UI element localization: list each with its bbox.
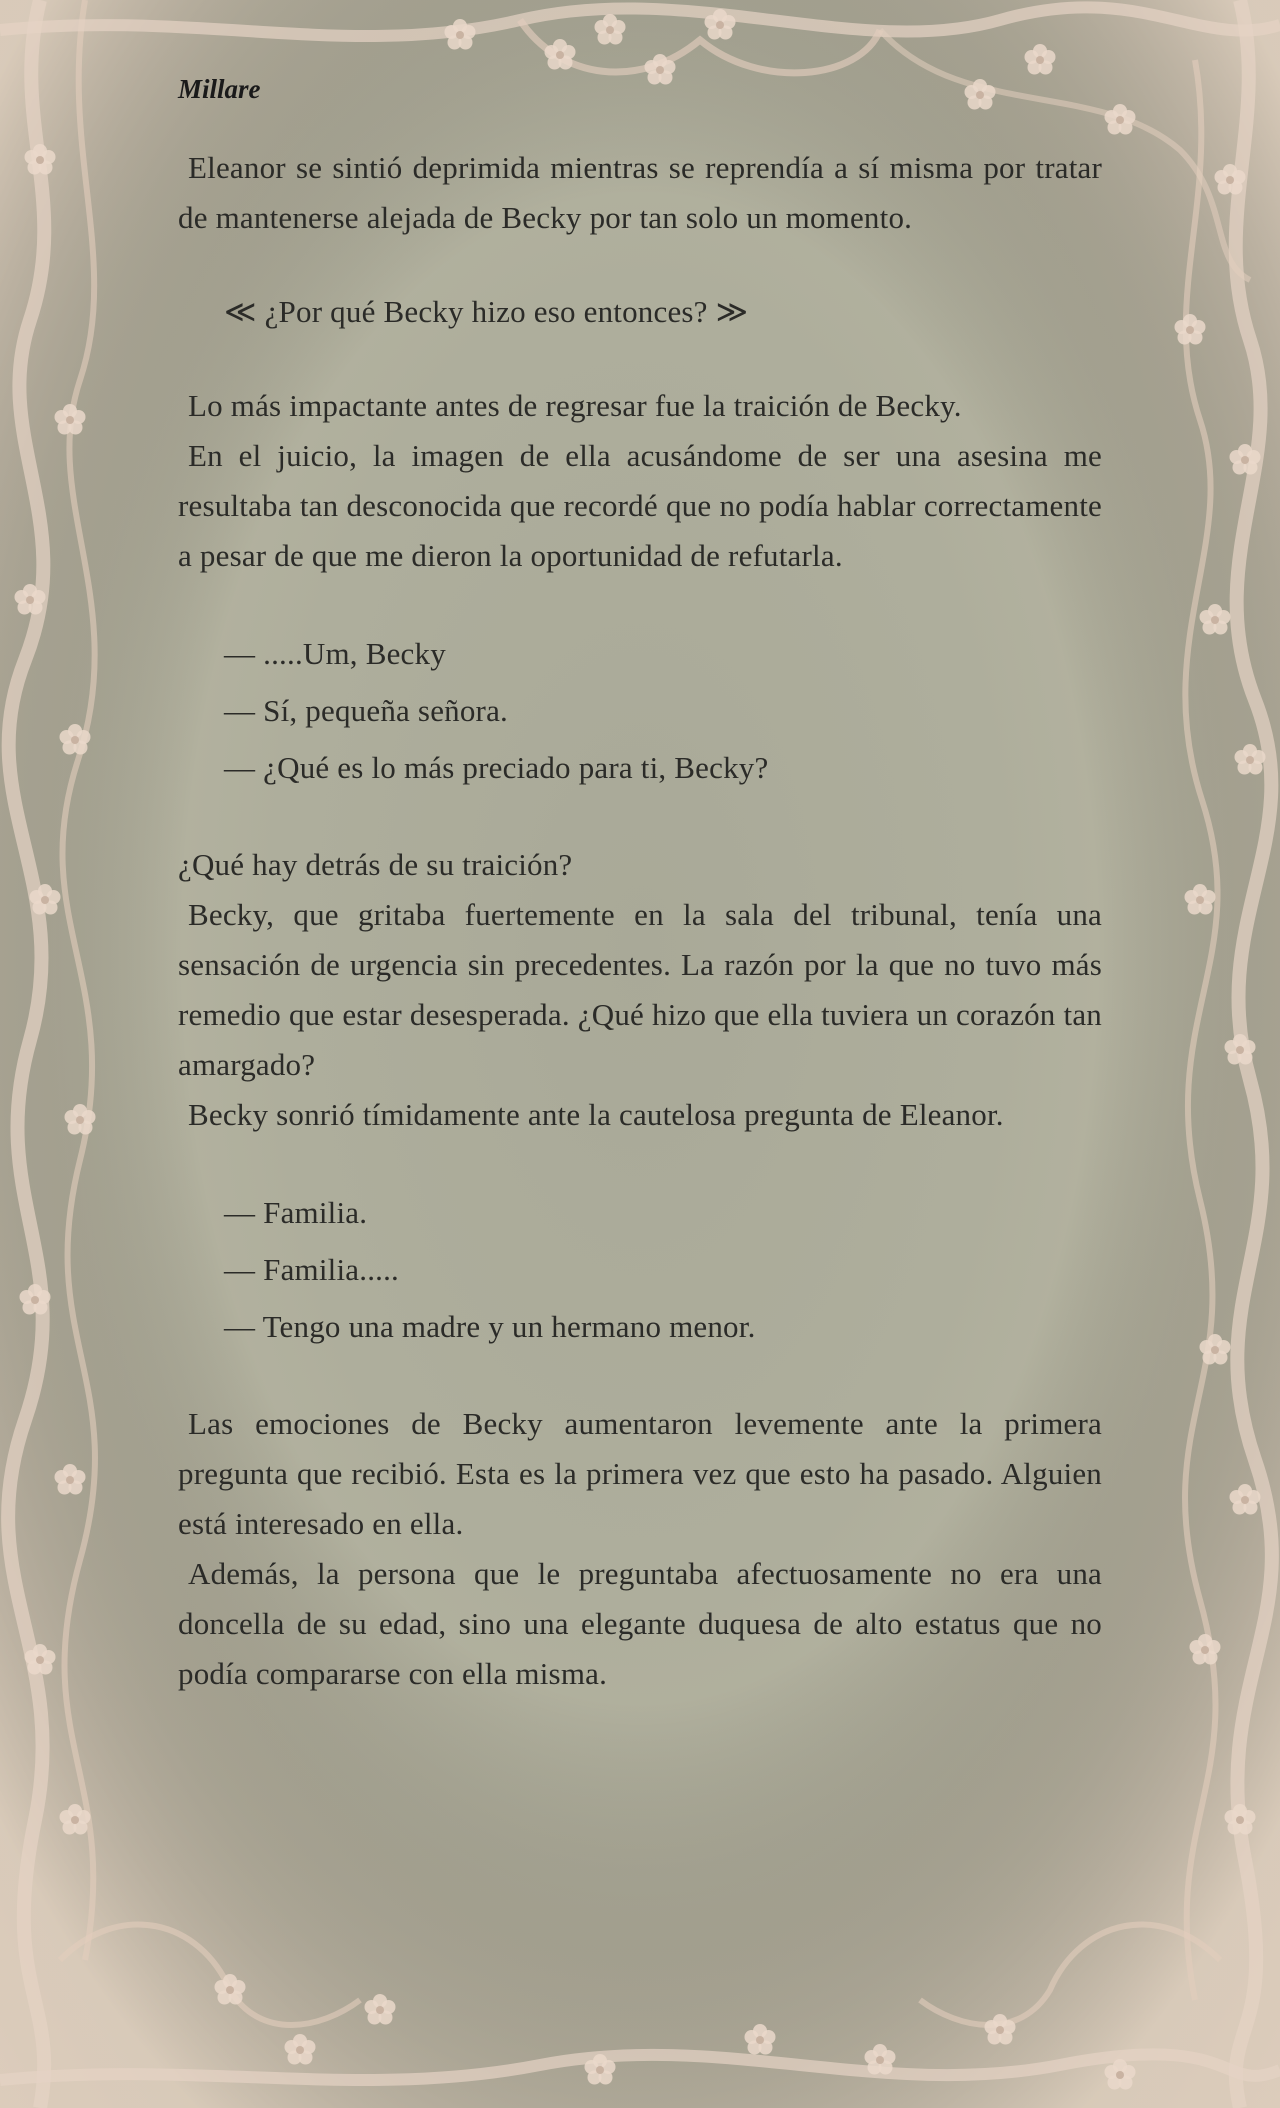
- dialogue-line: — Tengo una madre y un hermano menor.: [224, 1309, 756, 1344]
- dialogue-line: — ¿Qué es lo más preciado para ti, Becky?: [224, 750, 769, 785]
- paragraph: Además, la persona que le preguntaba afectuosamente no era una doncella de su edad, sino una elegante duquesa de alto estatus que no podía compararse con ella misma.: [178, 1556, 1102, 1691]
- dialogue-line: — .....Um, Becky: [224, 636, 446, 671]
- paragraph: Las emociones de Becky aumentaron levemente ante la primera pregunta que recibió. Esta es la primera vez que esto ha pasado. Alguien está interesado en ella.: [178, 1406, 1102, 1541]
- dialogue-line: — Familia.: [224, 1195, 368, 1230]
- dialogue-line: — Sí, pequeña señora.: [224, 693, 508, 728]
- paragraph: ¿Qué hay detrás de su traición?: [178, 847, 573, 882]
- paragraph: Lo más impactante antes de regresar fue la traición de Becky.: [188, 388, 962, 423]
- paragraph: Becky sonrió tímidamente ante la cautelosa pregunta de Eleanor.: [188, 1097, 1004, 1132]
- paragraph: En el juicio, la imagen de ella acusándome de ser una asesina me resultaba tan desconocida que recordé que no podía hablar correctamente a pesar de que me dieron la oportunidad de refutarla.: [178, 438, 1102, 573]
- dialogue-line: — Familia.....: [224, 1252, 400, 1287]
- header-label: Millare: [178, 74, 261, 104]
- paragraph: Eleanor se sintió deprimida mientras se reprendía a sí misma por tratar de mantenerse alejada de Becky por tan solo un momento.: [178, 150, 1102, 235]
- paragraph: Becky, que gritaba fuertemente en la sala del tribunal, tenía una sensación de urgencia sin precedentes. La razón por la que no tuvo más remedio que estar desesperada. ¿Qué hizo que ella tuviera un corazón tan amargado?: [178, 897, 1102, 1082]
- chapter-body: [178, 143, 1102, 1699]
- inner-thought: ≪ ¿Por qué Becky hizo eso entonces? ≫: [224, 294, 749, 329]
